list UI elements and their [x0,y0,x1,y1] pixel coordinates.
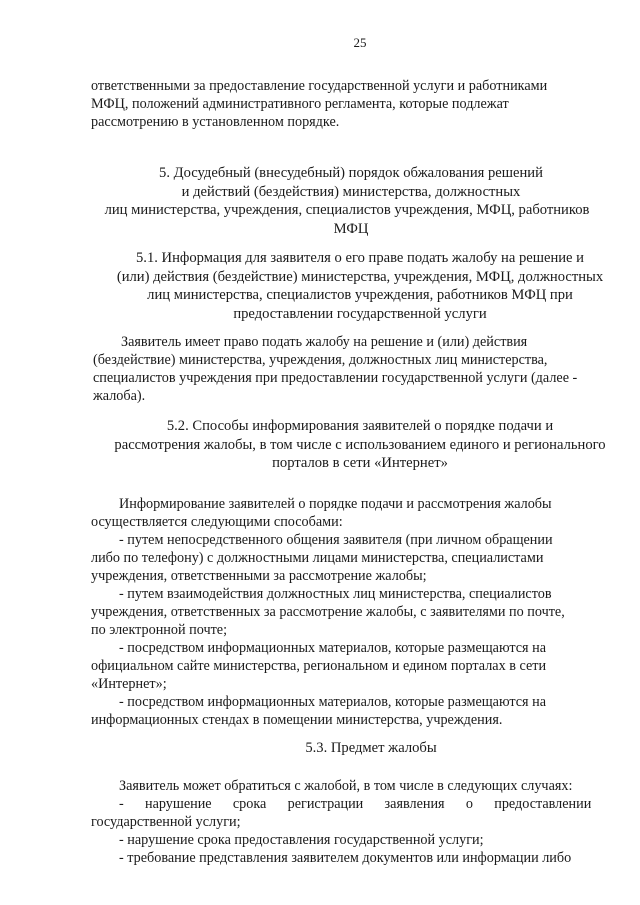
text-line: осуществляется следующими способами: [91,514,343,530]
list-item-line: - посредством информационных материалов, которые размещаются на [119,640,547,656]
list-item-line: - нарушение срока предоставления государственной услуги; [119,832,484,848]
text-line: Заявитель имеет право подать жалобу на решение и (или) действия [121,334,528,350]
list-item-line: официальном сайте министерства, региональном и едином порталах в сети [91,658,547,674]
text-line: жалоба). [93,388,146,404]
heading-line: лиц министерства, учреждения, специалистов учреждения, МФЦ, работников [104,202,590,218]
text-line: ответственными за предоставление государственной услуги и работниками [91,78,548,94]
list-item-line: - путем непосредственного общения заявителя (при личном обращении [119,532,553,548]
text-line: Заявитель может обратиться с жалобой, в том числе в следующих случаях: [119,778,573,794]
heading-line: МФЦ [333,220,369,237]
text-line: (бездействие) министерства, учреждения, должностных лиц министерства, [93,352,548,368]
list-item-line: по электронной почте; [91,622,228,638]
list-item-line: - путем взаимодействия должностных лиц министерства, специалистов [119,586,552,602]
text-line: Информирование заявителей о порядке подачи и рассмотрения жалобы [119,496,552,512]
list-item-line: - требование представления заявителем документов или информации либо [119,850,572,866]
paragraph-5-2 [91,495,621,729]
intro-paragraph [91,77,621,131]
heading-line: (или) действия (бездействие) министерства, учреждения, МФЦ, должностных [116,268,604,285]
list-item-line: - посредством информационных материалов, которые размещаются на [119,694,547,710]
heading-line: 5.1. Информация для заявителя о его праве подать жалобу на решение и [136,250,584,266]
section-5-3-heading [91,739,621,758]
text-line: МФЦ, положений административного регламента, которые подлежат [91,96,509,112]
section-5-2-heading [96,417,624,473]
section-5-1-heading [96,249,624,323]
paragraph-5-3 [91,777,621,867]
heading-line: предоставлении государственной услуги [233,305,487,322]
heading-line: лиц министерства, специалистов учреждения, работников МФЦ при [147,287,573,303]
section-5-heading [91,164,611,238]
heading-line: и действий (бездействия) министерства, должностных [181,183,521,200]
heading-line: 5.3. Предмет жалобы [305,740,437,756]
heading-line: рассмотрения жалобы, в том числе с использованием единого и регионального [114,436,606,453]
list-item-line: государственной услуги; [91,814,241,830]
text-line: специалистов учреждения при предоставлении государственной услуги (далее - [93,370,578,386]
heading-line: порталов в сети «Интернет» [272,455,448,471]
list-item-line: учреждения, ответственными за рассмотрение жалобы; [91,568,427,584]
heading-line: 5. Досудебный (внесудебный) порядок обжалования решений [159,165,543,181]
list-item-line: информационных стендах в помещении министерства, учреждения. [91,712,503,728]
page-number: 25 [353,35,367,50]
paragraph-5-1 [93,333,621,405]
text-line: рассмотрению в установленном порядке. [91,114,340,130]
list-item-line: либо по телефону) с должностными лицами министерства, специалистами [91,550,544,566]
list-item-line: «Интернет»; [91,676,167,692]
list-item-line: - нарушение срока регистрации заявления о предоставлении [119,796,592,812]
list-item-line: учреждения, ответственных за рассмотрение жалобы, с заявителями по почте, [91,604,565,620]
heading-line: 5.2. Способы информирования заявителей о порядке подачи и [166,418,554,434]
